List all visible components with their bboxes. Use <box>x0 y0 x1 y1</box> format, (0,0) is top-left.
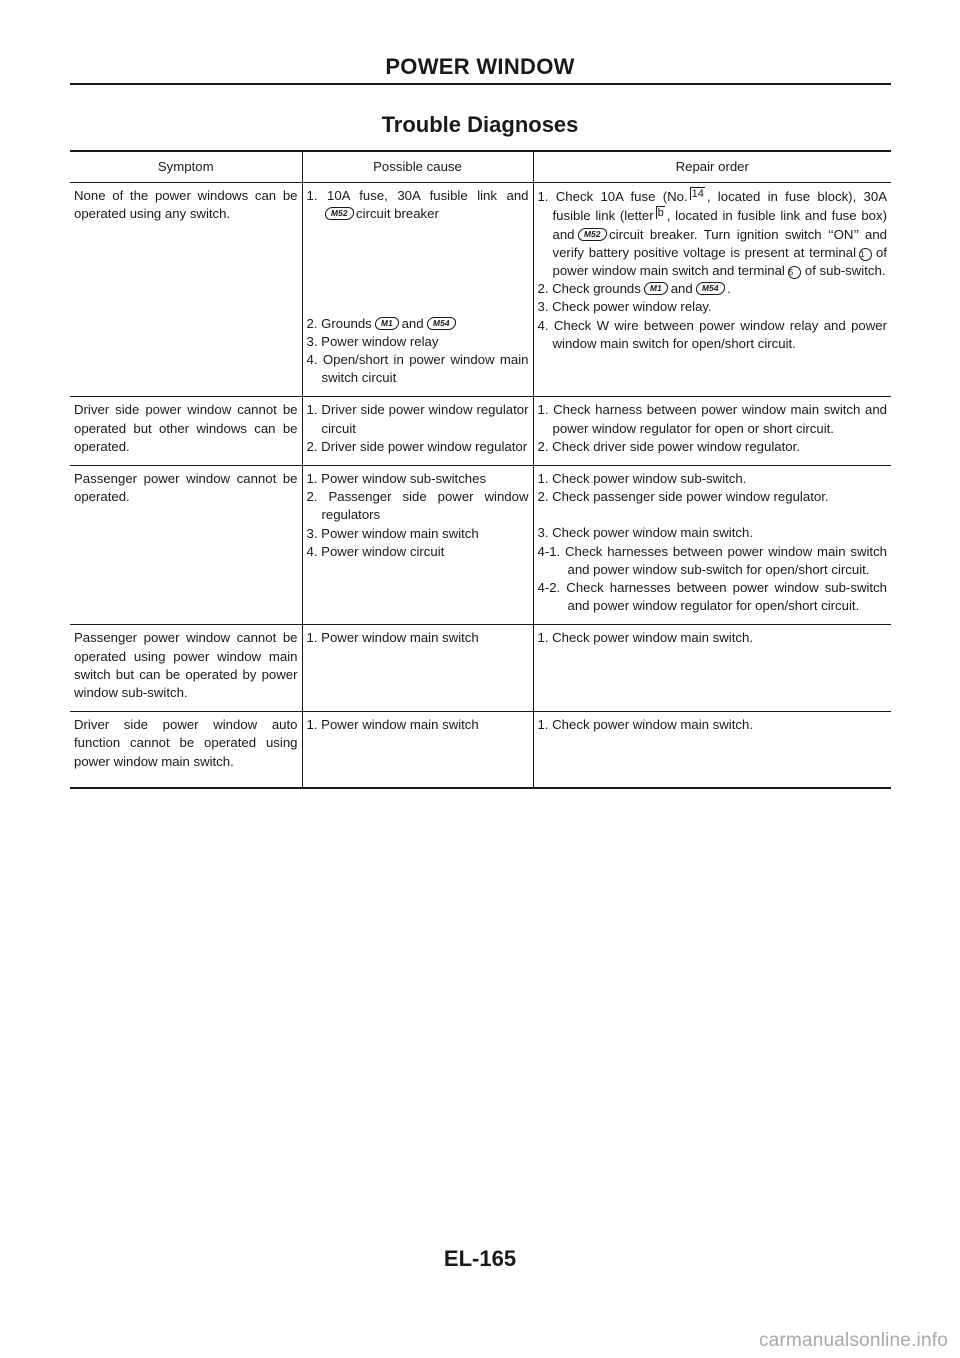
symptom-cell: Driver side power window cannot be operated but other windows can be operated. <box>70 397 302 466</box>
repair-order-cell <box>533 625 891 712</box>
spacer <box>307 224 529 315</box>
table-row <box>70 466 891 625</box>
repair-item: 4-2. Check harnesses between power window sub-switch and power window regulator for open/short circuit. <box>537 580 887 614</box>
cause-item: 2. Grounds M1 and M54 <box>307 315 529 333</box>
connector-m54-icon: M54 <box>426 317 456 330</box>
symptom-cell: None of the power windows can be operated using any switch. <box>70 183 302 397</box>
table-row <box>70 625 891 712</box>
spacer <box>538 506 888 524</box>
repair-item: 2. Check passenger side power window regulator. <box>537 489 829 505</box>
symptom-cell: Driver side power window auto function cannot be operated using power window main switch. <box>74 717 298 769</box>
connector-m52-icon: M52 <box>577 228 607 241</box>
column-header-possible-cause: Possible cause <box>302 151 533 183</box>
cause-item: 1. Driver side power window regulator circuit <box>306 402 529 436</box>
cause-item: 2. Driver side power window regulator <box>306 438 528 454</box>
table-row <box>70 712 891 788</box>
cause-item: 2. Passenger side power window regulators <box>306 489 529 523</box>
repair-item: 1. Check power window main switch. <box>537 717 753 733</box>
repair-item: 2. Check grounds M1 and M54 . <box>537 281 731 297</box>
connector-m52-icon: M52 <box>324 207 354 220</box>
section-title: POWER WINDOW <box>385 54 575 79</box>
terminal-1-icon: 1 <box>859 248 872 261</box>
repair-item: 1. Check harness between power window main switch and power window regulator for open or short circuit. <box>537 402 887 436</box>
possible-cause-cell <box>302 712 533 788</box>
repair-item: 3. Check power window main switch. <box>537 525 753 541</box>
trouble-diagnoses-table <box>70 150 891 789</box>
page-code: EL-165 <box>443 1246 517 1271</box>
symptom-cell: Passenger power window cannot be operated using power window main switch but can be operated by power window sub-switch. <box>70 625 302 712</box>
cause-item: 4. Open/short in power window main switch circuit <box>306 352 529 386</box>
possible-cause-cell <box>302 183 533 397</box>
table-row <box>70 183 891 397</box>
column-header-repair-order: Repair order <box>533 151 891 183</box>
fusible-link-letter-icon: b <box>657 207 664 220</box>
repair-item: 1. Check 10A fuse (No. 14 , located in fuse block), 30A fusible link (letter b , located in fusible link and fuse box) and M52 circuit breaker. Turn ignition switch ‘‘ON’’ and verify battery positive voltage is present at terminal 1 of power window main switch and terminal 5 of sub-switch. <box>537 188 888 279</box>
repair-order-cell <box>533 712 891 788</box>
header-rule <box>70 83 891 85</box>
table-header-row <box>70 151 891 183</box>
table-row <box>70 397 891 466</box>
repair-order-cell <box>533 397 891 466</box>
connector-m1-icon: M1 <box>374 317 400 330</box>
cause-item: 4. Power window circuit <box>306 543 445 559</box>
repair-item: 2. Check driver side power window regulator. <box>537 438 800 454</box>
possible-cause-cell <box>302 397 533 466</box>
cause-item: 1. Power window sub-switches <box>306 471 487 487</box>
cause-item: 1. Power window main switch <box>306 630 479 646</box>
repair-item: 3. Check power window relay. <box>537 299 712 315</box>
connector-m1-icon: M1 <box>643 282 669 295</box>
fuse-number-icon: 14 <box>691 188 704 201</box>
symptom-cell: Passenger power window cannot be operated. <box>70 466 302 625</box>
repair-item: 4. Check W wire between power window relay and power window main switch for open/short circuit. <box>537 317 887 351</box>
cause-item: 3. Power window relay <box>306 333 439 349</box>
repair-item: 1. Check power window main switch. <box>537 630 753 646</box>
cause-item: 1. 10A fuse, 30A fusible link and M52 circuit breaker <box>306 188 529 222</box>
repair-item: 1. Check power window sub-switch. <box>537 471 747 487</box>
possible-cause-cell <box>302 625 533 712</box>
possible-cause-cell <box>302 466 533 625</box>
terminal-5-icon: 5 <box>788 266 801 279</box>
repair-order-cell <box>533 183 891 397</box>
column-header-symptom: Symptom <box>70 151 302 183</box>
cause-item: 1. Power window main switch <box>306 717 479 733</box>
repair-order-cell <box>533 466 891 625</box>
repair-item: 4-1. Check harnesses between power window main switch and power window sub-switch for open/short circuit. <box>537 543 887 577</box>
cause-item: 3. Power window main switch <box>306 525 479 541</box>
connector-m54-icon: M54 <box>695 282 725 295</box>
watermark[interactable]: carmanualsonline.info <box>758 1330 948 1351</box>
page-title: Trouble Diagnoses <box>381 112 579 137</box>
